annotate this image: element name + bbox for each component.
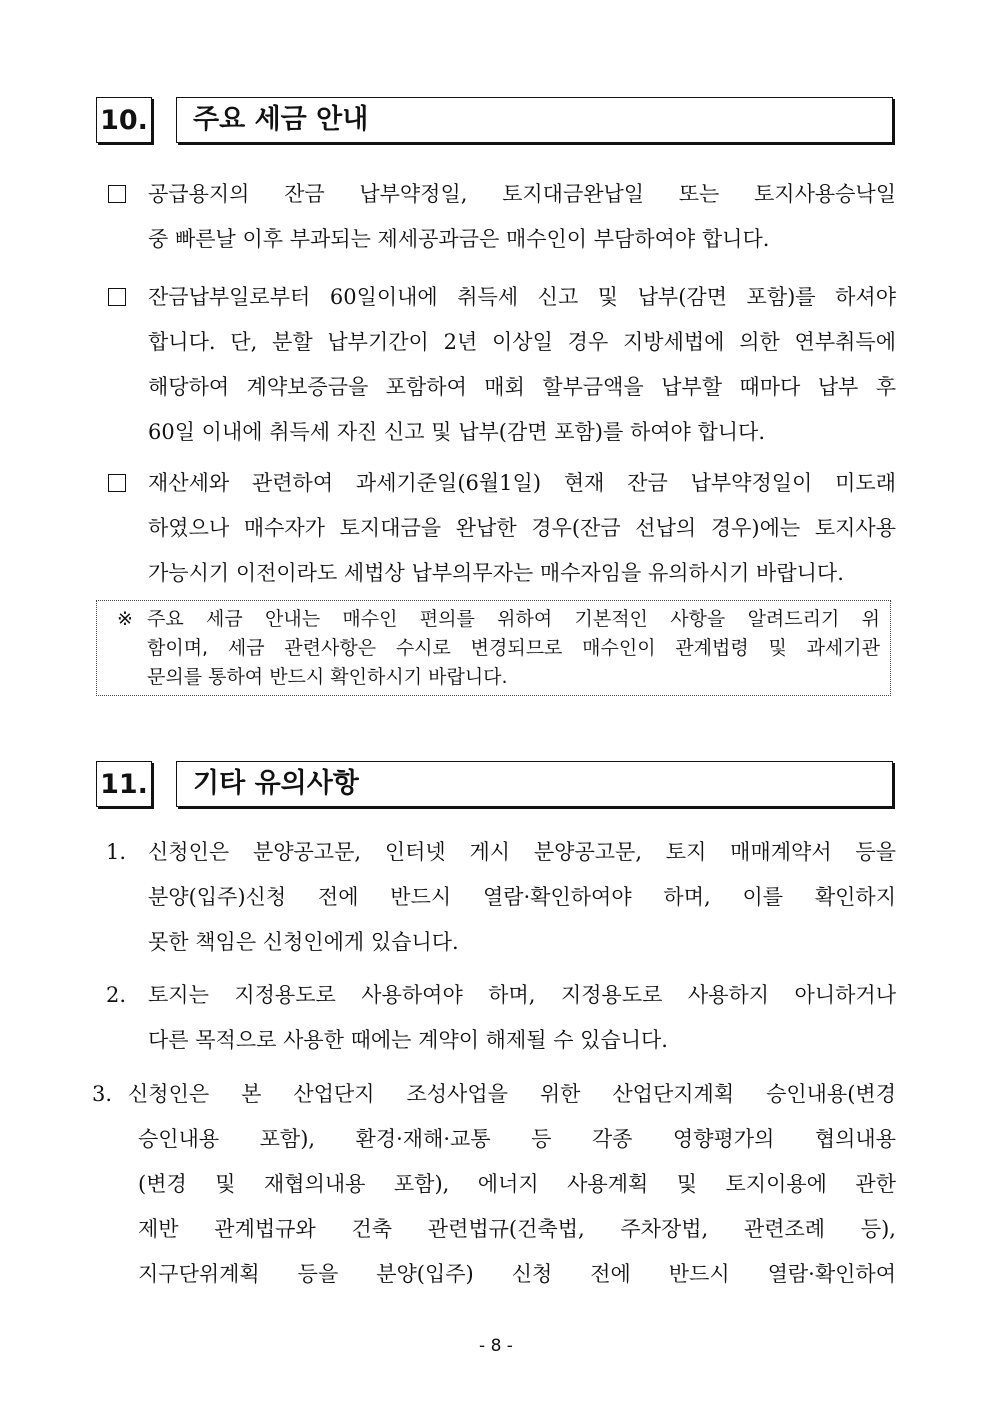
tax-item-3-line-2: 하였으나 매수자가 토지대금을 완납한 경우(잔금 선납의 경우)에는 토지사용 [148, 516, 896, 540]
tax-note-line-3: 문의를 통하여 반드시 확인하시기 바랍니다. [147, 666, 508, 688]
checkbox-icon [108, 474, 126, 492]
notice-item-1-line-2: 분양(입주)신청 전에 반드시 열람·확인하여야 하며, 이를 확인하지 [148, 885, 896, 909]
notice-item-1-line-3: 못한 책임은 신청인에게 있습니다. [148, 930, 459, 954]
section-10-title: 주요 세금 안내 [176, 97, 893, 143]
notice-item-3-line-5: 지구단위계획 등을 분양(입주) 신청 전에 반드시 열람·확인하여 [138, 1262, 896, 1286]
notice-item-2 [106, 973, 896, 1063]
tax-note-line-1: 주요 세금 안내는 매수인 편의를 위하여 기본적인 사항을 알려드리기 위 [147, 608, 880, 630]
notice-item-2-line-2: 다른 목적으로 사용한 때에는 계약이 해제될 수 있습니다. [148, 1028, 668, 1052]
section-10-number: 10. [96, 97, 152, 143]
tax-item-3 [106, 461, 896, 596]
notice-item-1-line-1: 신청인은 분양공고문, 인터넷 게시 분양공고문, 토지 매매계약서 등을 [148, 840, 896, 864]
tax-item-2 [106, 275, 896, 455]
tax-note-box [96, 600, 891, 696]
tax-item-2-line-4: 60일 이내에 취득세 자진 신고 및 납부(감면 포함)를 하여야 합니다. [148, 420, 766, 444]
section-11-header [96, 761, 893, 809]
section-10-header [96, 97, 893, 145]
notice-item-3-number: 3. [92, 1082, 113, 1106]
section-11-number: 11. [96, 761, 152, 807]
notice-item-1 [106, 830, 896, 965]
notice-item-3-line-3: (변경 및 재협의내용 포함), 에너지 사용계획 및 토지이용에 관한 [138, 1172, 896, 1196]
tax-item-1 [106, 172, 896, 262]
checkbox-icon [108, 288, 126, 306]
section-11-title: 기타 유의사항 [176, 761, 893, 807]
checkbox-icon [108, 185, 126, 203]
tax-item-1-line-1: 공급용지의 잔금 납부약정일, 토지대금완납일 또는 토지사용승낙일 [148, 182, 896, 206]
notice-item-2-number: 2. [106, 983, 127, 1007]
tax-item-1-line-2: 중 빠른날 이후 부과되는 제세공과금은 매수인이 부담하여야 합니다. [148, 227, 770, 251]
tax-item-2-line-2: 합니다. 단, 분할 납부기간이 2년 이상일 경우 지방세법에 의한 연부취득에 [148, 330, 896, 354]
tax-item-2-line-1: 잔금납부일로부터 60일이내에 취득세 신고 및 납부(감면 포함)를 하셔야 [148, 285, 896, 309]
notice-item-3-line-2: 승인내용 포함), 환경·재해·교통 등 각종 영향평가의 협의내용 [138, 1127, 896, 1151]
tax-item-3-line-3: 가능시기 이전이라도 세법상 납부의무자는 매수자임을 유의하시기 바랍니다. [148, 561, 844, 585]
notice-item-3-line-1: 신청인은 본 산업단지 조성사업을 위한 산업단지계획 승인내용(변경 [128, 1082, 896, 1106]
reference-mark-icon: ※ [117, 608, 133, 630]
tax-item-3-line-1: 재산세와 관련하여 과세기준일(6월1일) 현재 잔금 납부약정일이 미도래 [148, 471, 896, 495]
notice-item-2-line-1: 토지는 지정용도로 사용하여야 하며, 지정용도로 사용하지 아니하거나 [148, 983, 896, 1007]
page-number: - 8 - [479, 1336, 513, 1356]
notice-item-1-number: 1. [106, 840, 127, 864]
tax-note-line-2: 함이며, 세금 관련사항은 수시로 변경되므로 매수인이 관계법령 및 과세기관 [147, 637, 880, 659]
notice-item-3 [92, 1072, 896, 1297]
notice-item-3-line-4: 제반 관계법규와 건축 관련법규(건축법, 주차장법, 관련조례 등), [138, 1217, 896, 1241]
tax-item-2-line-3: 해당하여 계약보증금을 포함하여 매회 할부금액을 납부할 때마다 납부 후 [148, 375, 896, 399]
